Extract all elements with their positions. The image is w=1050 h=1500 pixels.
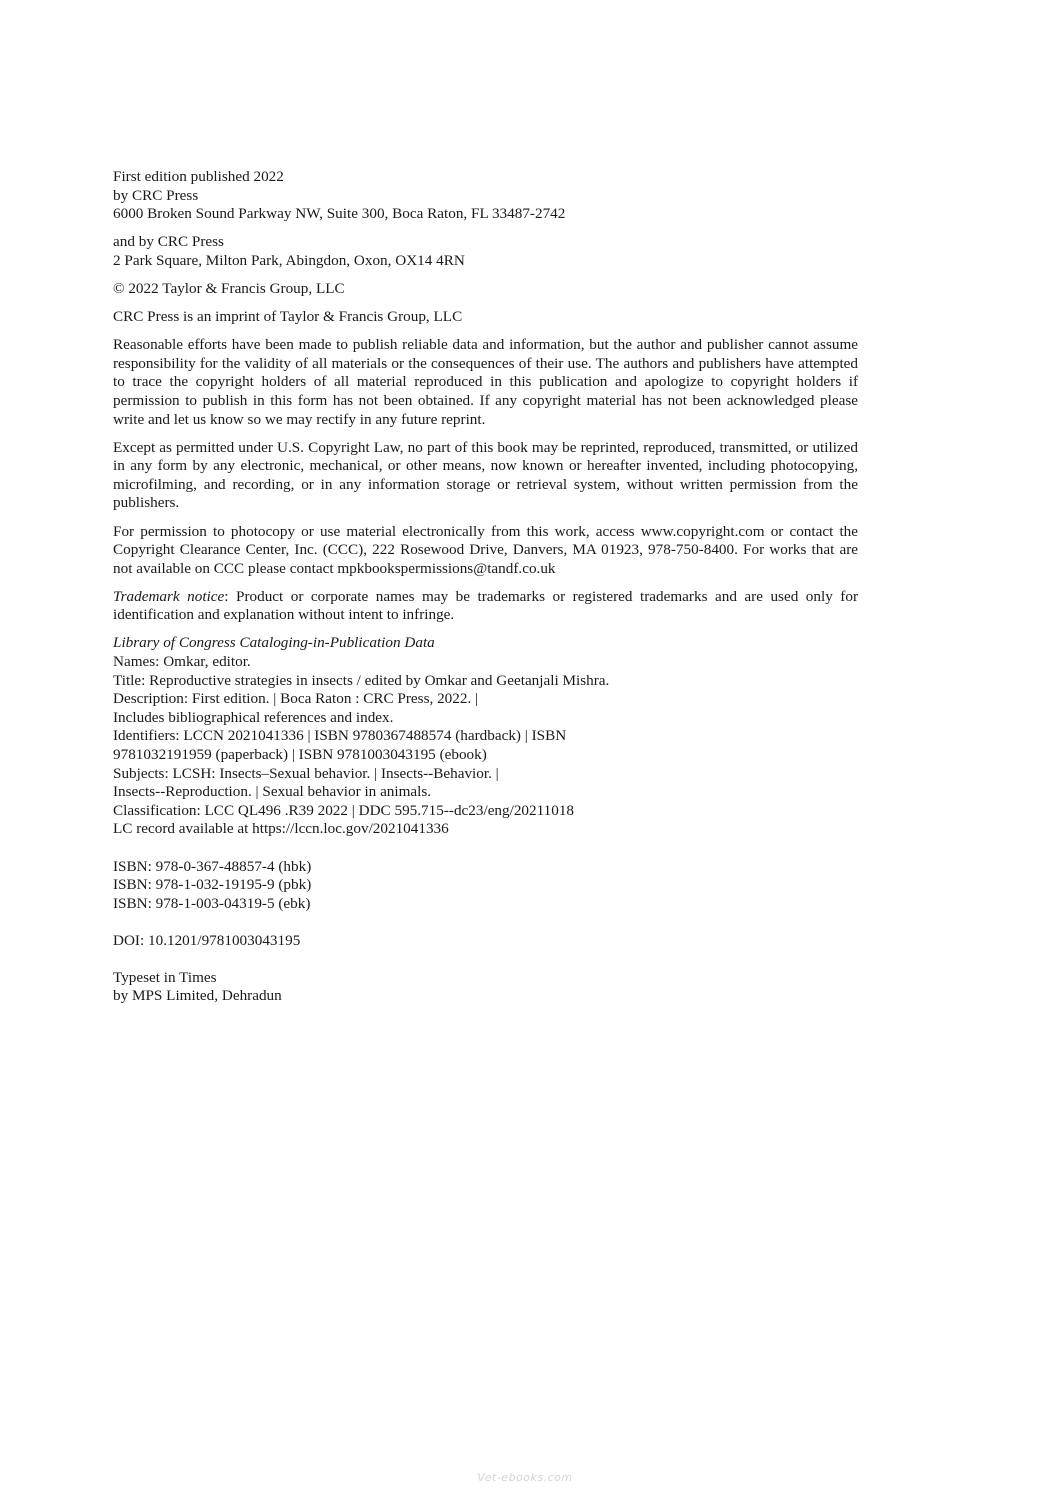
isbn-ebk: ISBN: 978-1-003-04319-5 (ebk) [113, 894, 311, 912]
isbn-hbk: ISBN: 978-0-367-48857-4 (hbk) [113, 857, 312, 875]
publisher-address-us: 6000 Broken Sound Parkway NW, Suite 300, Boca Raton, FL 33487-2742 [113, 205, 566, 223]
isbn-list [113, 858, 858, 914]
cip-line: Includes bibliographical references and index. [113, 708, 394, 726]
copyright-law-paragraph [113, 439, 858, 513]
cip-line: Title: Reproductive strategies in insects / edited by Omkar and Geetanjali Mishra. [113, 671, 610, 689]
cip-line: Insects--Reproduction. | Sexual behavior in animals. [113, 783, 432, 801]
cip-heading: Library of Congress Cataloging-in-Publication Data [113, 634, 435, 652]
cip-line: Description: First edition. | Boca Raton : CRC Press, 2022. | [113, 690, 479, 708]
publisher-name: by CRC Press [113, 186, 199, 204]
cip-line: Subjects: LCSH: Insects–Sexual behavior. | Insects--Behavior. | [113, 764, 499, 782]
permission-text: For permission to photocopy or use material electronically from this work, access www.copyright.com or contact the Copyright Clearance Center, Inc. (CCC), 222 Rosewood Drive, Danvers, MA 01923, 978-750-8400. For works that are not available on CCC please contact mpkbookspermissions@tandf.co.uk [113, 522, 858, 577]
cip-data [113, 634, 858, 839]
publisher-info-uk [113, 233, 858, 270]
doi-block [113, 932, 858, 951]
trademark-paragraph [113, 588, 858, 625]
cip-line: 9781032191959 (paperback) | ISBN 9781003043195 (ebook) [113, 746, 487, 764]
typeset-block [113, 969, 858, 1006]
copyright-line: © 2022 Taylor & Francis Group, LLC [113, 279, 345, 297]
cip-line: Identifiers: LCCN 2021041336 | ISBN 9780367488574 (hardback) | ISBN [113, 727, 567, 745]
cip-line: Classification: LCC QL496 .R39 2022 | DDC 595.715--dc23/eng/20211018 [113, 801, 575, 819]
edition-line: First edition published 2022 [113, 168, 284, 185]
copyright-notice [113, 280, 858, 299]
imprint-line: CRC Press is an imprint of Taylor & Francis Group, LLC [113, 308, 463, 326]
disclaimer-text: Reasonable efforts have been made to publish reliable data and information, but the author and publisher cannot assume responsibility for the validity of all materials or the consequences of their use. The authors and publishers have attempted to trace the copyright holders of all material reproduced in this publication and apologize to copyright holders if permission to publish in this form has not been obtained. If any copyright material has not been acknowledged please write and let us know so we may rectify in any future reprint. [113, 336, 858, 428]
isbn-pbk: ISBN: 978-1-032-19195-9 (pbk) [113, 876, 312, 894]
typeset-font: Typeset in Times [113, 968, 217, 986]
trademark-text [113, 588, 858, 625]
trademark-body: : Product or corporate names may be trademarks or registered trademarks and are used only for identification and explanation without intent to infringe. [113, 587, 858, 624]
cip-line: LC record available at https://lccn.loc.gov/2021041336 [113, 820, 449, 838]
publisher-address-uk: 2 Park Square, Milton Park, Abingdon, Oxon, OX14 4RN [113, 251, 465, 269]
imprint-notice [113, 308, 858, 327]
copyright-page [113, 168, 858, 1006]
disclaimer-paragraph [113, 336, 858, 429]
copyright-law-text: Except as permitted under U.S. Copyright Law, no part of this book may be reprinted, reproduced, transmitted, or utilized in any form by any electronic, mechanical, or other means, now known or hereafter invented, including photocopying, microfilming, and recording, or in any information storage or retrieval system, without written permission from the publishers. [113, 438, 858, 512]
publisher-info [113, 168, 858, 224]
watermark-logo: Vet-ebooks.com [477, 1471, 573, 1484]
cip-line: Names: Omkar, editor. [113, 653, 251, 671]
typeset-by: by MPS Limited, Dehradun [113, 987, 282, 1005]
trademark-label: Trademark notice [113, 587, 225, 605]
permission-paragraph [113, 523, 858, 579]
publisher-name-uk: and by CRC Press [113, 233, 224, 251]
doi-line: DOI: 10.1201/9781003043195 [113, 931, 301, 949]
